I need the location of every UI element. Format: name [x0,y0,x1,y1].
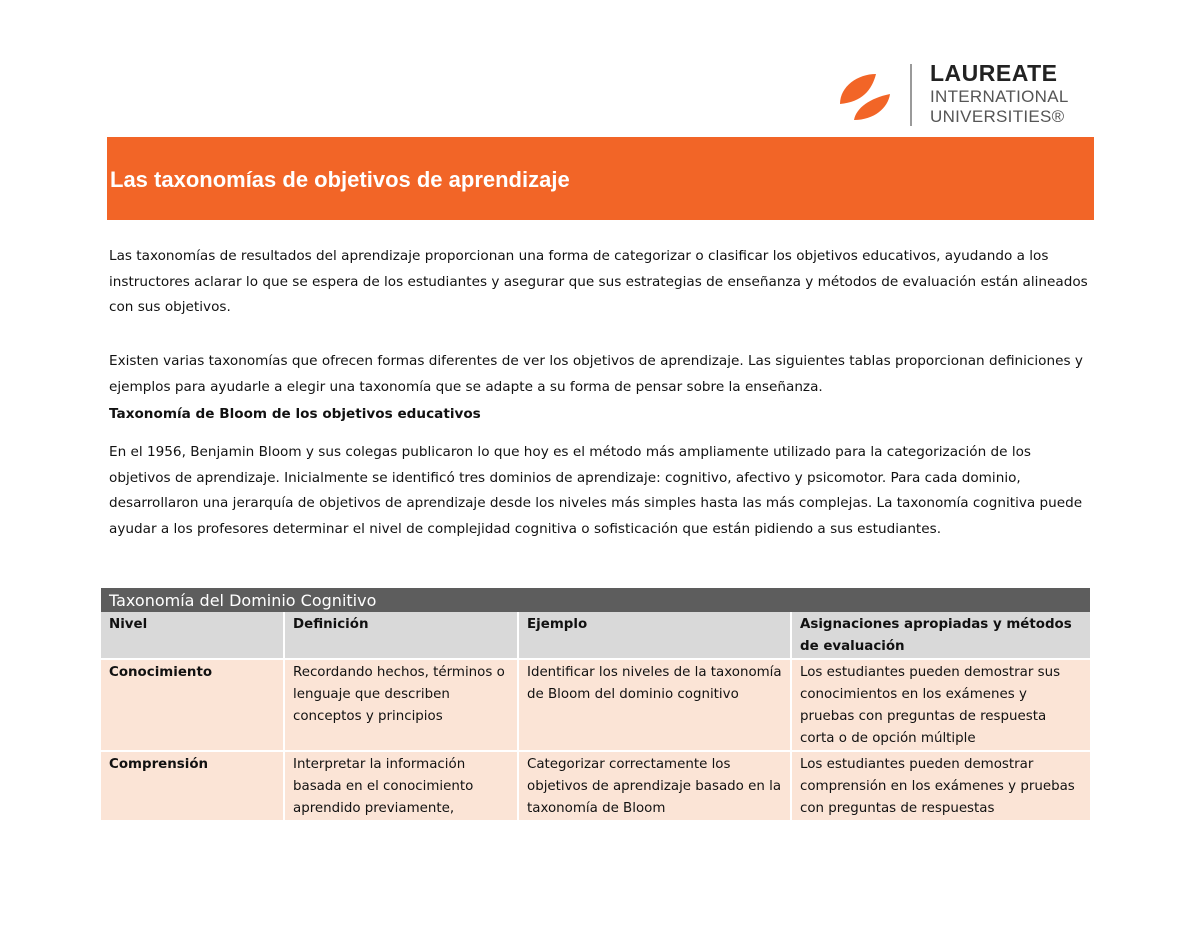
taxonomies-paragraph: Existen varias taxonomías que ofrecen formas diferentes de ver los objetivos de aprendizaje. Las siguientes tablas proporcionan definiciones y ejemplos para ayudarle a elegir una taxonomía que se adapte a su forma de pensar sobre la enseñanza. [109,353,1083,395]
header-example: Ejemplo [518,612,791,659]
logo-line2: INTERNATIONAL [930,87,1069,106]
table-header-row [101,612,1090,659]
logo-line1: LAUREATE [930,60,1058,86]
table-row [101,659,1090,751]
row-level: Comprensión [101,751,284,821]
logo-line3: UNIVERSITIES® [930,107,1065,126]
row-assessment: Los estudiantes pueden demostrar comprensión en los exámenes y pruebas con preguntas de respuestas [791,751,1090,821]
row-definition: Recordando hechos, términos o lenguaje que describen conceptos y principios [284,659,518,751]
header-level: Nivel [101,612,284,659]
row-example: Identificar los niveles de la taxonomía de Bloom del dominio cognitivo [518,659,791,751]
laureate-logo [832,60,1072,130]
row-assessment: Los estudiantes pueden demostrar sus conocimientos en los exámenes y pruebas con preguntas de respuesta corta o de opción múltiple [791,659,1090,751]
row-definition: Interpretar la información basada en el conocimiento aprendido previamente, [284,751,518,821]
section-heading: Taxonomía de Bloom de los objetivos educativos [109,406,481,422]
table-row [101,751,1090,821]
bloom-paragraph: En el 1956, Benjamin Bloom y sus colegas publicaron lo que hoy es el método más ampliamente utilizado para la categorización de los objetivos de aprendizaje. Inicialmente se identificó tres dominios de aprendizaje: cognitivo, afectivo y psicomotor. Para cada dominio, desarrollaron una jerarquía de objetivos de aprendizaje desde los niveles más simples hasta las más complejas. La taxonomía cognitiva puede ayudar a los profesores determinar el nivel de complejidad cognitiva o sofisticación que están pidiendo a sus estudiantes. [109,444,1083,537]
header-assessment: Asignaciones apropiadas y métodos de evaluación [791,612,1090,659]
table-title: Taxonomía del Dominio Cognitivo [101,588,1090,612]
page-title: Las taxonomías de objetivos de aprendizaje [110,167,570,192]
cognitive-domain-table [101,588,1090,822]
title-banner [107,137,1094,220]
row-example: Categorizar correctamente los objetivos de aprendizaje basado en la taxonomía de Bloom [518,751,791,821]
logo-text [930,60,1069,125]
row-level: Conocimiento [101,659,284,751]
laureate-leaf-icon [832,64,894,126]
logo-divider [910,64,912,126]
header-definition: Definición [284,612,518,659]
table-title-row [101,588,1090,612]
intro-paragraph: Las taxonomías de resultados del aprendizaje proporcionan una forma de categorizar o clasificar los objetivos educativos, ayudando a los instructores aclarar lo que se espera de los estudiantes y asegurar que sus estrategias de enseñanza y métodos de evaluación están alineados con sus objetivos. [109,248,1088,315]
